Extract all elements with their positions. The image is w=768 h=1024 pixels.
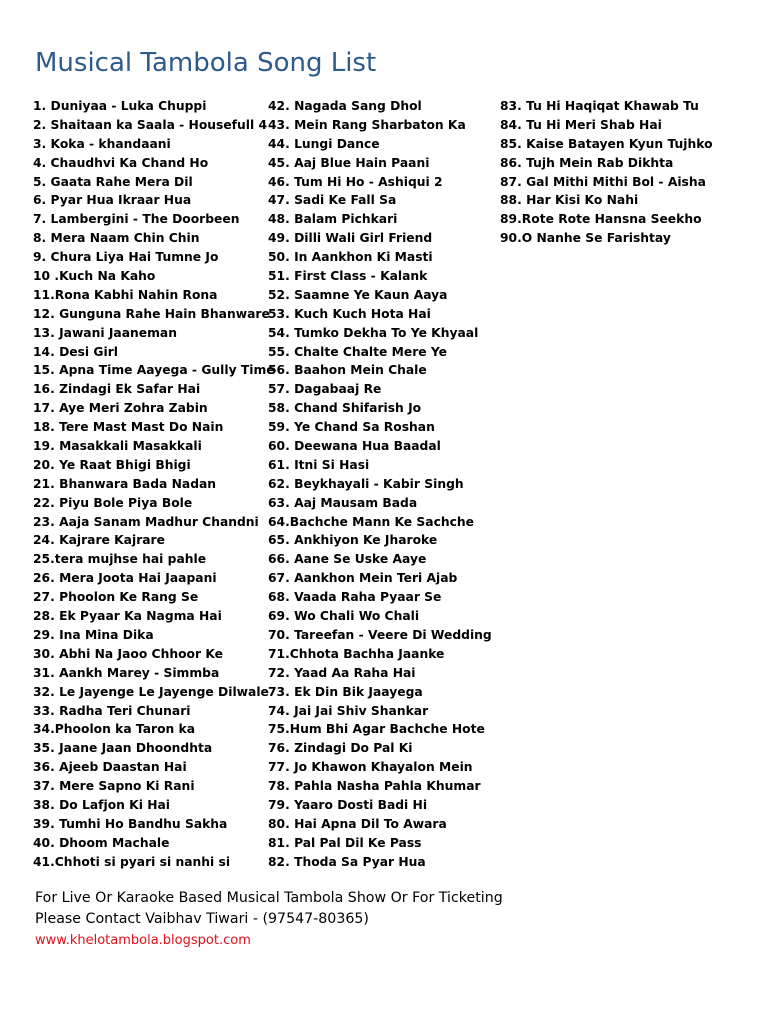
song-list-item: 80. Hai Apna Dil To Awara xyxy=(268,816,447,831)
song-list-item: 27. Phoolon Ke Rang Se xyxy=(33,590,199,605)
song-list-item: 86. Tujh Mein Rab Dikhta xyxy=(500,155,674,170)
song-list-item: 59. Ye Chand Sa Roshan xyxy=(268,420,435,435)
song-list-item: 87. Gal Mithi Mithi Bol - Aisha xyxy=(500,174,706,189)
song-list-item: 90.O Nanhe Se Farishtay xyxy=(500,231,671,246)
song-list-item: 53. Kuch Kuch Hota Hai xyxy=(268,306,431,321)
song-list-item: 74. Jai Jai Shiv Shankar xyxy=(268,703,429,718)
song-list-item: 25.tera mujhse hai pahle xyxy=(33,552,207,567)
song-list-item: 57. Dagabaaj Re xyxy=(268,382,382,397)
song-list-item: 1. Duniyaa - Luka Chuppi xyxy=(33,99,207,113)
song-list-item: 2. Shaitaan ka Saala - Housefull 4 xyxy=(33,117,268,132)
footer xyxy=(35,888,503,951)
song-list-item: 44. Lungi Dance xyxy=(268,136,380,151)
song-list-item: 83. Tu Hi Haqiqat Khawab Tu xyxy=(500,99,699,113)
song-list-item: 12. Gunguna Rahe Hain Bhanware xyxy=(33,306,270,321)
song-list-item: 45. Aaj Blue Hain Paani xyxy=(268,155,430,170)
song-list-item: 62. Beykhayali - Kabir Singh xyxy=(268,476,464,491)
song-column-3 xyxy=(500,97,713,248)
song-list-item: 24. Kajrare Kajrare xyxy=(33,533,165,548)
song-list-item: 55. Chalte Chalte Mere Ye xyxy=(268,344,448,359)
song-list-item: 52. Saamne Ye Kaun Aaya xyxy=(268,287,448,302)
song-list-item: 33. Radha Teri Chunari xyxy=(33,703,191,718)
song-list-item: 65. Ankhiyon Ke Jharoke xyxy=(268,533,438,548)
song-list-item: 81. Pal Pal Dil Ke Pass xyxy=(268,835,422,850)
song-list-item: 56. Baahon Mein Chale xyxy=(268,363,427,378)
song-list-item: 46. Tum Hi Ho - Ashiqui 2 xyxy=(268,174,443,189)
song-list-item: 13. Jawani Jaaneman xyxy=(33,325,177,340)
song-list-item: 23. Aaja Sanam Madhur Chandni xyxy=(33,514,259,529)
footer-line-2: Please Contact Vaibhav Tiwari - (97547-80365) xyxy=(35,911,369,927)
song-list-item: 8. Mera Naam Chin Chin xyxy=(33,231,200,246)
song-list-item: 37. Mere Sapno Ki Rani xyxy=(33,779,195,794)
song-list-item: 61. Itni Si Hasi xyxy=(268,457,370,472)
song-list-item: 47. Sadi Ke Fall Sa xyxy=(268,193,397,208)
song-list-item: 29. Ina Mina Dika xyxy=(33,627,154,642)
song-list-item: 49. Dilli Wali Girl Friend xyxy=(268,231,433,246)
song-list-item: 48. Balam Pichkari xyxy=(268,212,398,227)
song-list-item: 38. Do Lafjon Ki Hai xyxy=(33,797,171,812)
song-list-item: 26. Mera Joota Hai Jaapani xyxy=(33,571,217,586)
song-list-item: 4. Chaudhvi Ka Chand Ho xyxy=(33,155,209,170)
song-list-item: 54. Tumko Dekha To Ye Khyaal xyxy=(268,325,479,340)
song-list-item: 50. In Aankhon Ki Masti xyxy=(268,250,433,265)
song-list-item: 35. Jaane Jaan Dhoondhta xyxy=(33,741,213,756)
song-list-item: 58. Chand Shifarish Jo xyxy=(268,401,422,416)
song-list-item: 3. Koka - khandaani xyxy=(33,136,171,151)
song-list-item: 21. Bhanwara Bada Nadan xyxy=(33,476,217,491)
song-list-item: 84. Tu Hi Meri Shab Hai xyxy=(500,117,662,132)
song-list-item: 63. Aaj Mausam Bada xyxy=(268,495,418,510)
song-list-item: 88. Har Kisi Ko Nahi xyxy=(500,193,639,208)
song-list-item: 17. Aye Meri Zohra Zabin xyxy=(33,401,208,416)
song-column-1 xyxy=(33,97,275,872)
song-list-item: 70. Tareefan - Veere Di Wedding xyxy=(268,627,492,642)
song-list-item: 77. Jo Khawon Khayalon Mein xyxy=(268,760,473,775)
song-list-item: 36. Ajeeb Daastan Hai xyxy=(33,760,187,775)
song-list-item: 68. Vaada Raha Pyaar Se xyxy=(268,590,442,605)
footer-url-link[interactable]: www.khelotambola.blogspot.com xyxy=(35,933,251,948)
song-list-item: 14. Desi Girl xyxy=(33,344,119,359)
song-list-item: 15. Apna Time Aayega - Gully Time xyxy=(33,363,275,378)
song-list-item: 10 .Kuch Na Kaho xyxy=(33,269,156,284)
song-list-item: 40. Dhoom Machale xyxy=(33,835,170,850)
song-list-item: 67. Aankhon Mein Teri Ajab xyxy=(268,571,458,586)
page-title: Musical Tambola Song List xyxy=(35,48,377,78)
song-list-item: 75.Hum Bhi Agar Bachche Hote xyxy=(268,722,485,737)
song-list-item: 73. Ek Din Bik Jaayega xyxy=(268,684,423,699)
song-list-item: 30. Abhi Na Jaoo Chhoor Ke xyxy=(33,646,223,661)
song-list-item: 6. Pyar Hua Ikraar Hua xyxy=(33,193,192,208)
song-list-item: 85. Kaise Batayen Kyun Tujhko xyxy=(500,136,713,151)
song-list-item: 28. Ek Pyaar Ka Nagma Hai xyxy=(33,609,222,624)
song-list-item: 42. Nagada Sang Dhol xyxy=(268,99,422,113)
song-list-item: 16. Zindagi Ek Safar Hai xyxy=(33,382,201,397)
song-list-item: 43. Mein Rang Sharbaton Ka xyxy=(268,117,466,132)
song-list-item: 5. Gaata Rahe Mera Dil xyxy=(33,174,193,189)
song-list-item: 32. Le Jayenge Le Jayenge Dilwale xyxy=(33,684,269,699)
song-list-item: 78. Pahla Nasha Pahla Khumar xyxy=(268,779,481,794)
song-list-item: 66. Aane Se Uske Aaye xyxy=(268,552,427,567)
song-list-item: 18. Tere Mast Mast Do Nain xyxy=(33,420,224,435)
song-list-item: 41.Chhoti si pyari si nanhi si xyxy=(33,854,231,869)
song-list-item: 51. First Class - Kalank xyxy=(268,269,428,284)
song-column-2 xyxy=(268,97,492,872)
song-list-item: 9. Chura Liya Hai Tumne Jo xyxy=(33,250,219,265)
song-list-item: 76. Zindagi Do Pal Ki xyxy=(268,741,413,756)
song-list-item: 20. Ye Raat Bhigi Bhigi xyxy=(33,457,191,472)
song-list-item: 72. Yaad Aa Raha Hai xyxy=(268,665,416,680)
song-list-item: 7. Lambergini - The Doorbeen xyxy=(33,212,240,227)
song-list-item: 11.Rona Kabhi Nahin Rona xyxy=(33,287,218,302)
song-list-item: 22. Piyu Bole Piya Bole xyxy=(33,495,193,510)
song-list-item: 19. Masakkali Masakkali xyxy=(33,439,202,454)
song-list-item: 60. Deewana Hua Baadal xyxy=(268,439,441,454)
song-list-item: 39. Tumhi Ho Bandhu Sakha xyxy=(33,816,228,831)
song-list-item: 79. Yaaro Dosti Badi Hi xyxy=(268,797,428,812)
song-list-item: 64.Bachche Mann Ke Sachche xyxy=(268,514,475,529)
song-list-item: 69. Wo Chali Wo Chali xyxy=(268,609,420,624)
song-list-item: 71.Chhota Bachha Jaanke xyxy=(268,646,445,661)
song-list-item: 82. Thoda Sa Pyar Hua xyxy=(268,854,426,869)
footer-line-1: For Live Or Karaoke Based Musical Tambola Show Or For Ticketing xyxy=(35,890,503,906)
song-list-item: 89.Rote Rote Hansna Seekho xyxy=(500,212,702,227)
song-list-item: 34.Phoolon ka Taron ka xyxy=(33,722,196,737)
song-list-item: 31. Aankh Marey - Simmba xyxy=(33,665,220,680)
